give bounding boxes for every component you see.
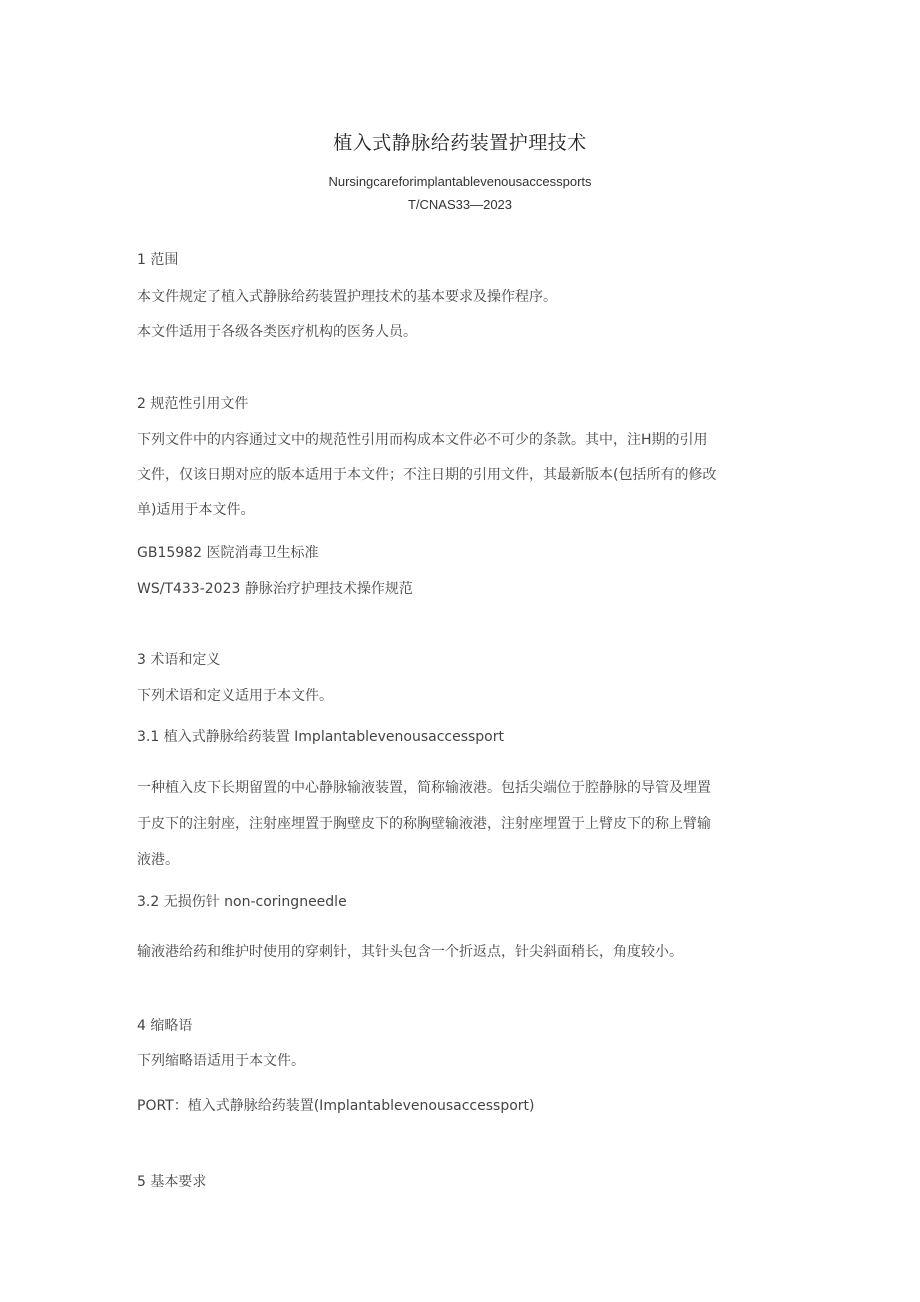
section-heading-basic-requirements: 5 基本要求	[137, 1174, 207, 1190]
section-heading-normative-references: 2 规范性引用文件	[137, 396, 249, 412]
paragraph-line: 文件，仅该日期对应的版本适用于本文件；不注日期的引用文件，其最新版本(包括所有的修改	[137, 467, 717, 483]
section-heading-scope: 1 范围	[137, 252, 179, 268]
english-subtitle: Nursingcareforimplantablevenousaccessports	[328, 174, 592, 189]
standard-code: T/CNAS33—2023	[407, 197, 513, 212]
term-heading-needle: 3.2 无损伤针 non-coringneedle	[137, 894, 347, 910]
term-heading-port: 3.1 植入式静脉给药装置 Implantablevenousaccessport	[137, 729, 504, 745]
paragraph-line: 一种植入皮下长期留置的中心静脉输液装置，简称输液港。包括尖端位于腔静脉的导管及埋置	[137, 780, 711, 796]
paragraph-line: 下列缩略语适用于本文件。	[137, 1053, 305, 1069]
reference-item: GB15982 医院消毒卫生标准	[137, 545, 319, 561]
reference-item: WS/T433-2023 静脉治疗护理技术操作规范	[137, 581, 413, 597]
abbreviation-item: PORT：植入式静脉给药装置(Implantablevenousaccessport)	[137, 1098, 535, 1114]
paragraph-line: 本文件规定了植入式静脉给药装置护理技术的基本要求及操作程序。	[137, 289, 557, 305]
paragraph-line: 下列文件中的内容通过文中的规范性引用而构成本文件必不可少的条款。其中，注H期的引用	[137, 432, 708, 448]
paragraph-line: 下列术语和定义适用于本文件。	[137, 688, 333, 704]
document-title: 植入式静脉给药装置护理技术	[333, 132, 587, 154]
section-heading-abbreviations: 4 缩略语	[137, 1018, 193, 1034]
paragraph-line: 输液港给药和维护时使用的穿刺针，其针头包含一个折返点，针尖斜面稍长，角度较小。	[137, 944, 683, 960]
paragraph-line: 液港。	[137, 852, 179, 868]
section-heading-terms: 3 术语和定义	[137, 652, 221, 668]
paragraph-line: 本文件适用于各级各类医疗机构的医务人员。	[137, 324, 417, 340]
paragraph-line: 单)适用于本文件。	[137, 502, 255, 518]
paragraph-line: 于皮下的注射座，注射座埋置于胸壁皮下的称胸壁输液港，注射座埋置于上臂皮下的称上臂输	[137, 816, 711, 832]
